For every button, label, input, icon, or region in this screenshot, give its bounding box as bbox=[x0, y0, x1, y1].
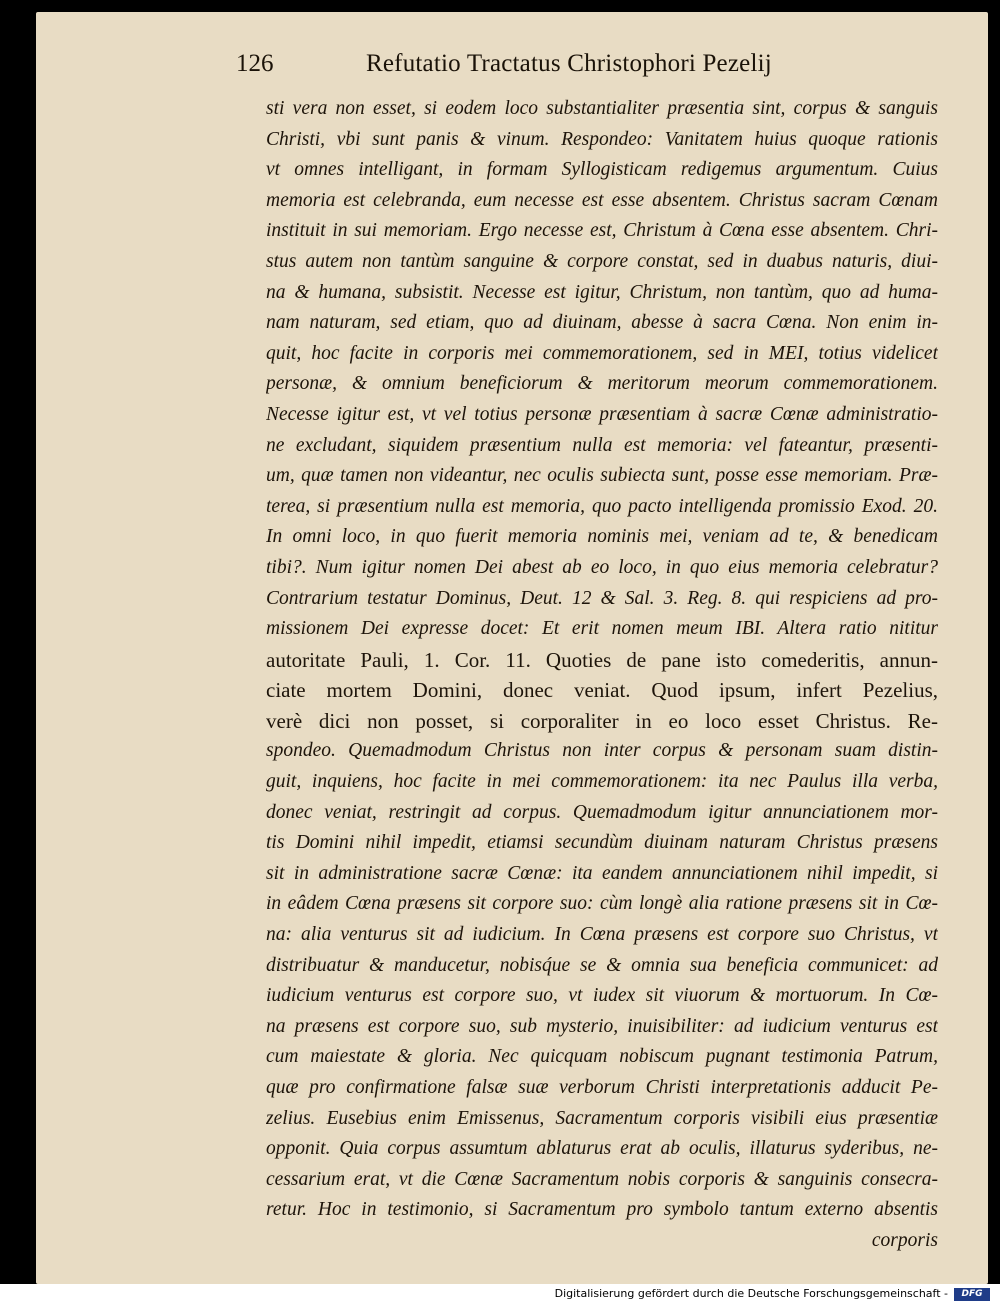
page-header bbox=[236, 50, 846, 90]
footer-credit: Digitalisierung gefördert durch die Deutsche Forschungsgemeinschaft - bbox=[554, 1287, 948, 1300]
catchword: corporis bbox=[871, 1229, 938, 1251]
digitization-footer bbox=[0, 1284, 1000, 1305]
text-line: na: alia venturus sit ad iudicium. In Cœna præsens est corpore suo Christus, vt bbox=[266, 924, 938, 946]
text-line: In omni loco, in quo fuerit memoria nominis mei, veniam ad te, & benedicam bbox=[266, 526, 938, 548]
text-line: quit, hoc facite in corporis mei commemorationem, sed in MEI, totius videlicet bbox=[266, 342, 938, 364]
text-line: cum maiestate & gloria. Nec quicquam nobiscum pugnant testimonia Patrum, bbox=[266, 1046, 938, 1068]
text-line: vt omnes intelligant, in formam Syllogisticam redigemus argumentum. Cuius bbox=[266, 159, 938, 181]
page-number: 126 bbox=[236, 50, 274, 77]
text-line: terea, si præsentium nulla est memoria, quo pacto intelligenda promissio Exod. 20. bbox=[266, 495, 938, 517]
text-line: stus autem non tantùm sanguine & corpore constat, sed in duabus naturis, diui- bbox=[266, 250, 938, 272]
text-line: missionem Dei expresse docet: Et erit nomen meum IBI. Altera ratio nititur bbox=[266, 618, 938, 640]
text-line: na & humana, subsistit. Necesse est igitur, Christum, non tantùm, quo ad huma- bbox=[266, 281, 938, 303]
running-head: Refutatio Tractatus Christophori Pezelij bbox=[366, 50, 772, 77]
text-line: Contrarium testatur Dominus, Deut. 12 & Sal. 3. Reg. 8. qui respiciens ad pro- bbox=[266, 587, 938, 609]
text-line: sti vera non esset, si eodem loco substantialiter præsentia sint, corpus & sanguis bbox=[266, 98, 938, 119]
text-line: Necesse igitur est, vt vel totius personæ præsentiam à sacræ Cœnæ administratio- bbox=[266, 403, 938, 425]
text-line: um, quæ tamen non videantur, nec oculis subiecta sunt, posse esse memoriam. Præ- bbox=[266, 465, 938, 487]
text-line: nam naturam, sed etiam, quo ad diuinam, abesse à sacra Cœna. Non enim in- bbox=[266, 312, 938, 334]
text-line: in eâdem Cœna præsens sit corpore suo: cùm longè alia ratione præsens sit in Cœ- bbox=[266, 893, 938, 915]
text-line: distribuatur & manducetur, nobisq́ue se & omnia sua beneficia communicet: ad bbox=[266, 954, 938, 976]
text-line: tis Domini nihil impedit, etiamsi secundùm diuinam naturam Christus præsens bbox=[266, 832, 938, 854]
dfg-logo: DFG bbox=[954, 1288, 990, 1301]
text-line: guit, inquiens, hoc facite in mei commemorationem: ita nec Paulus illa verba, bbox=[266, 771, 938, 793]
text-line: personæ, & omnium beneficiorum & meritorum meorum commemorationem. bbox=[266, 373, 938, 395]
text-line: donec veniat, restringit ad corpus. Quemadmodum igitur annunciationem mor- bbox=[266, 801, 938, 823]
book-page bbox=[36, 12, 988, 1284]
text-line: autoritate Pauli, 1. Cor. 11. Quoties de pane isto comederitis, annun- bbox=[266, 647, 938, 672]
text-line: opponit. Quia corpus assumtum ablaturus erat ab oculis, illaturus syderibus, ne- bbox=[266, 1138, 938, 1160]
text-line: instituit in sui memoriam. Ergo necesse est, Christum à Cœna esse absentem. Chri- bbox=[266, 220, 938, 242]
text-line: ne excludant, siquidem præsentium nulla est memoria: vel fateantur, præsenti- bbox=[266, 434, 938, 456]
body-text bbox=[266, 94, 938, 1257]
text-line: retur. Hoc in testimonio, si Sacramentum pro symbolo tantum externo absentis bbox=[266, 1199, 938, 1221]
text-line: cessarium erat, vt die Cœnæ Sacramentum nobis corporis & sanguinis consecra- bbox=[266, 1168, 938, 1190]
text-line: memoria est celebranda, eum necesse est esse absentem. Christus sacram Cœnam bbox=[266, 189, 938, 211]
text-line: zelius. Eusebius enim Emissenus, Sacramentum corporis visibili eius præsentiæ bbox=[266, 1107, 938, 1129]
text-line: sit in administratione sacræ Cœnæ: ita eandem annunciationem nihil impedit, si bbox=[266, 862, 938, 884]
text-line: quæ pro confirmatione falsæ suæ verborum Christi interpretationis adducit Pe- bbox=[266, 1077, 938, 1098]
text-line: Christi, vbi sunt panis & vinum. Respondeo: Vanitatem huius quoque rationis bbox=[266, 128, 938, 150]
text-line: spondeo. Quemadmodum Christus non inter corpus & personam suam distin- bbox=[266, 740, 938, 762]
text-line: tibi?. Num igitur nomen Dei abest ab eo loco, in quo eius memoria celebratur? bbox=[266, 556, 938, 578]
text-line: ciate mortem Domini, donec veniat. Quod ipsum, infert Pezelius, bbox=[266, 678, 938, 703]
text-line: iudicium venturus est corpore suo, vt iudex sit viuorum & mortuorum. In Cœ- bbox=[266, 985, 938, 1007]
text-line: verè dici non posset, si corporaliter in eo loco esset Christus. Re- bbox=[266, 708, 938, 733]
text-line: na præsens est corpore suo, sub mysterio, inuisibiliter: ad iudicium venturus est bbox=[266, 1015, 938, 1037]
